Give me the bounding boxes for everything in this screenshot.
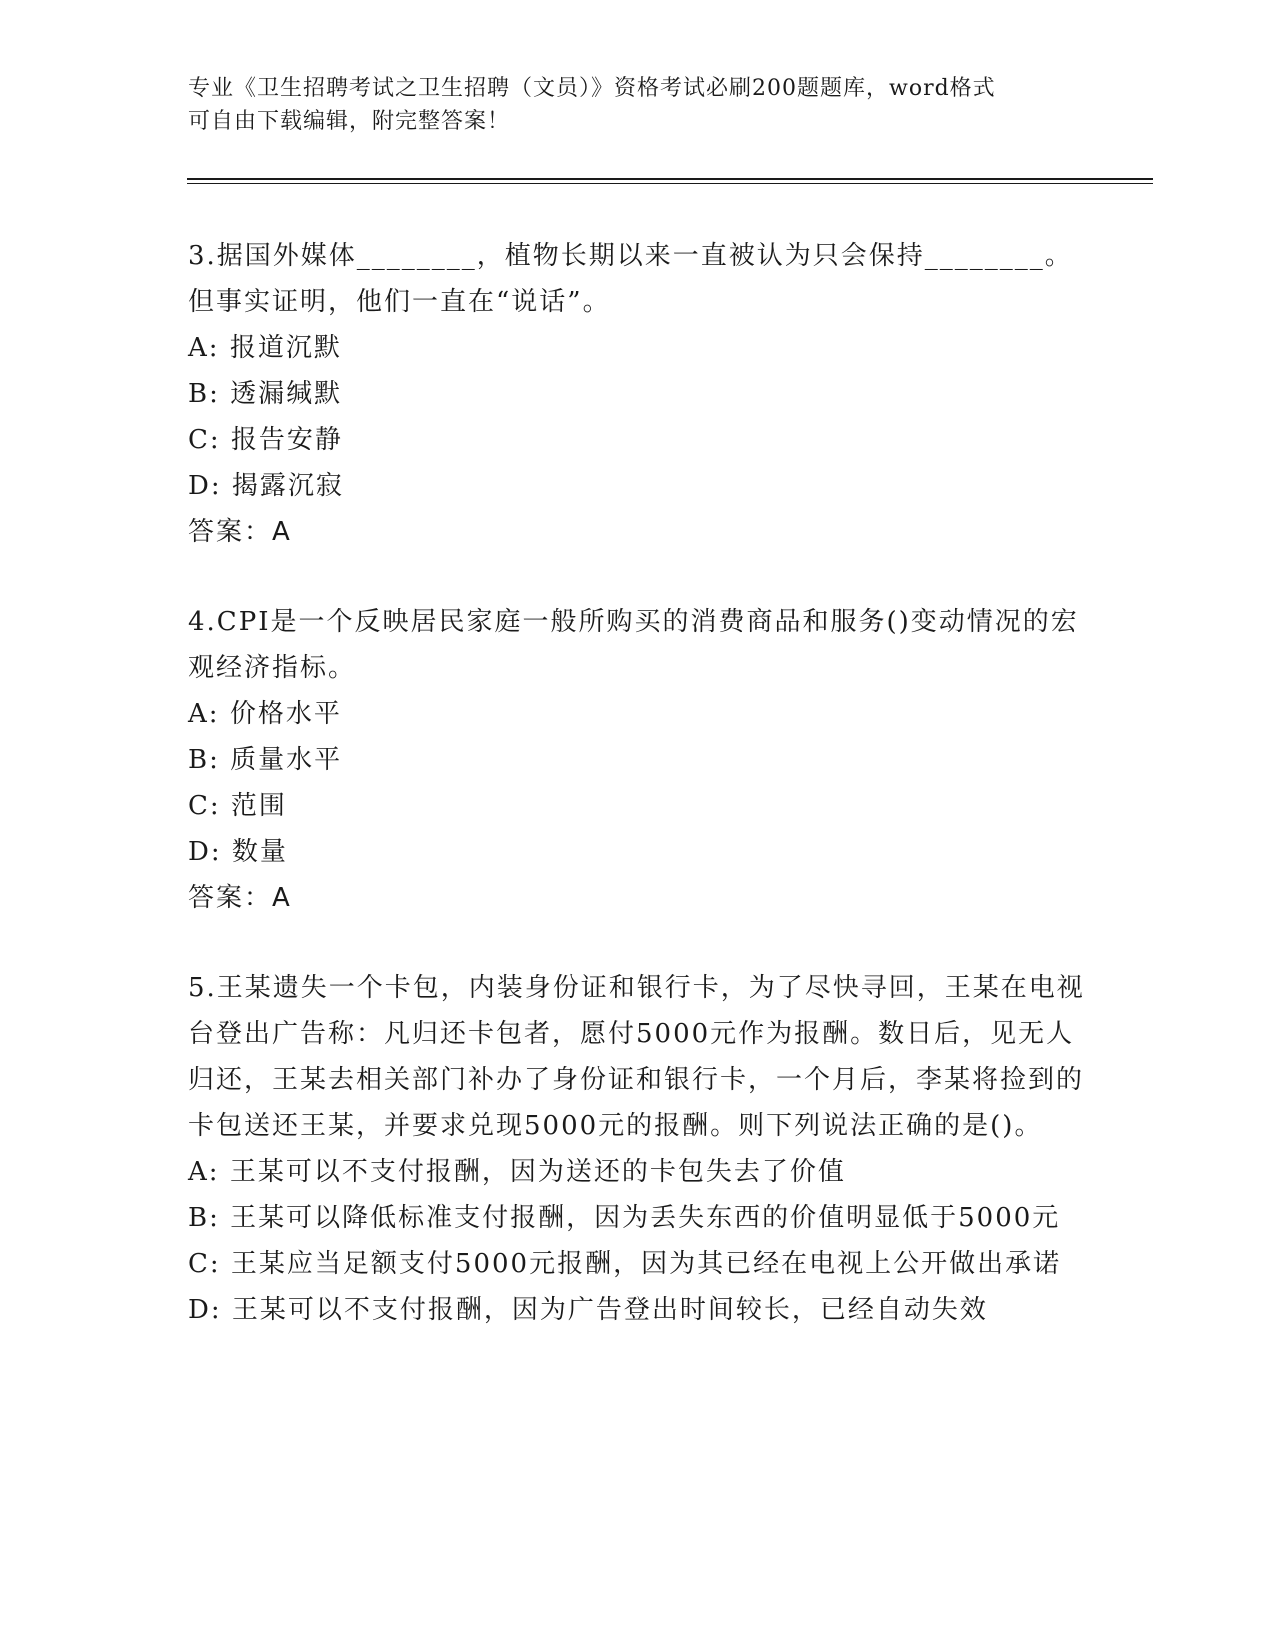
option-a bbox=[188, 1149, 1088, 1195]
option-c bbox=[188, 417, 1088, 463]
header-divider-thick bbox=[187, 178, 1153, 180]
option-key: C: bbox=[188, 1249, 221, 1279]
document-header bbox=[188, 72, 1088, 138]
option-text: 王某应当足额支付5000元报酬，因为其已经在电视上公开做出承诺 bbox=[230, 1249, 1062, 1279]
option-d bbox=[188, 463, 1088, 509]
answer-line: 答案：A bbox=[188, 883, 292, 913]
option-key: D: bbox=[188, 837, 222, 867]
question-4 bbox=[188, 599, 1088, 921]
option-c bbox=[188, 783, 1088, 829]
option-b bbox=[188, 371, 1088, 417]
header-line-1: 专业《卫生招聘考试之卫生招聘（文员）》资格考试必刷200题题库，word格式 bbox=[188, 76, 996, 101]
question-3 bbox=[188, 233, 1088, 555]
question-text: 4.CPI是一个反映居民家庭一般所购买的消费商品和服务()变动情况的宏观经济指标。 bbox=[188, 607, 1079, 683]
option-key: D: bbox=[188, 1295, 222, 1325]
option-text: 价格水平 bbox=[229, 699, 342, 729]
option-text: 王某可以不支付报酬，因为送还的卡包失去了价值 bbox=[229, 1157, 846, 1187]
option-d bbox=[188, 1287, 1088, 1333]
option-text: 王某可以降低标准支付报酬，因为丢失东西的价值明显低于5000元 bbox=[230, 1203, 1061, 1233]
option-b bbox=[188, 737, 1088, 783]
option-key: A: bbox=[188, 1157, 220, 1187]
option-text: 数量 bbox=[231, 837, 288, 867]
option-text: 揭露沉寂 bbox=[231, 471, 344, 501]
option-c bbox=[188, 1241, 1088, 1287]
option-b bbox=[188, 1195, 1088, 1241]
header-line-2: 可自由下载编辑，附完整答案！ bbox=[188, 109, 511, 134]
question-text: 3.据国外媒体________，植物长期以来一直被认为只会保持________。但事实证明，他们一直在“说话”。 bbox=[188, 241, 1073, 317]
option-text: 报告安静 bbox=[230, 425, 343, 455]
option-text: 报道沉默 bbox=[229, 333, 342, 363]
option-a bbox=[188, 325, 1088, 371]
option-text: 范围 bbox=[230, 791, 287, 821]
option-key: A: bbox=[188, 333, 220, 363]
option-a bbox=[188, 691, 1088, 737]
option-key: B: bbox=[188, 1203, 220, 1233]
option-key: C: bbox=[188, 425, 221, 455]
question-text: 5.王某遗失一个卡包，内装身份证和银行卡，为了尽快寻回，王某在电视台登出广告称：凡归还卡包者，愿付5000元作为报酬。数日后，见无人归还，王某去相关部门补办了身份证和银行卡，一个月后，李某将捡到的卡包送还王某，并要求兑现5000元的报酬。则下列说法正确的是()。 bbox=[188, 973, 1085, 1141]
option-text: 透漏缄默 bbox=[230, 379, 343, 409]
option-key: C: bbox=[188, 791, 221, 821]
answer-line: 答案：A bbox=[188, 517, 292, 547]
option-text: 王某可以不支付报酬，因为广告登出时间较长，已经自动失效 bbox=[231, 1295, 988, 1325]
option-key: B: bbox=[188, 379, 220, 409]
option-key: D: bbox=[188, 471, 222, 501]
option-key: B: bbox=[188, 745, 220, 775]
option-d bbox=[188, 829, 1088, 875]
header-divider-thin bbox=[187, 183, 1153, 184]
option-key: A: bbox=[188, 699, 220, 729]
question-list bbox=[188, 233, 1088, 1377]
question-5 bbox=[188, 965, 1088, 1333]
option-text: 质量水平 bbox=[230, 745, 343, 775]
